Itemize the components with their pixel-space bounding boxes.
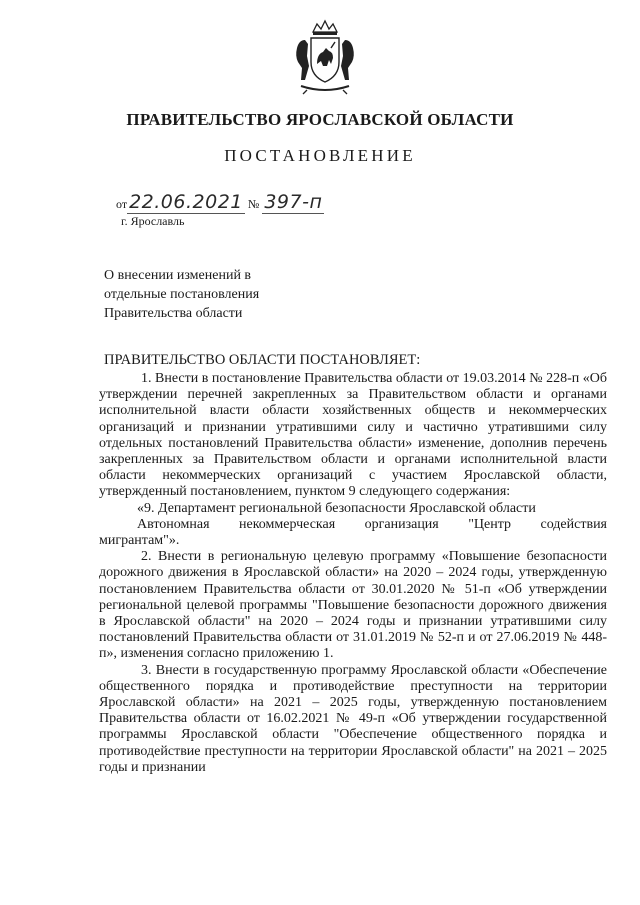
paragraph-1: 1. Внести в постановление Правительства области от 19.03.2014 № 228-п «Об утверждении перечней закрепленных за Правительством области и органами исполнительной власти области хозяйственных обществ и некоммерческих организаций и признании утратившими силу и частично утратившими силу отдельных постановлений Правительства области» изменение, дополнив перечень закрепленных за Правительством области и органами исполнительной власти области некоммерческих организаций с участием Ярославской области, утвержденный постановлением, пунктом 9 следующего содержания: <box>99 371 607 500</box>
number-prefix: № <box>247 197 260 211</box>
date-prefix: от <box>116 197 128 211</box>
paragraph-3: 3. Внести в государственную программу Ярославской области «Обеспечение общественного порядка и противодействие преступности на территории Ярославской области» на 2021 – 2025 годы, утвержденную постановлением Правительства области от 16.02.2021 № 49-п «Об утверждении государственной программы Ярославской области "Обеспечение общественного порядка и противодействие преступности на территории Ярославской области" на 2021 – 2025 годы и признании <box>99 662 607 775</box>
government-title: ПРАВИТЕЛЬСТВО ЯРОСЛАВСКОЙ ОБЛАСТИ <box>126 110 514 129</box>
subject-line: Правительства области <box>104 306 243 321</box>
subject-line: О внесении изменений в <box>104 268 252 283</box>
document-subject <box>104 266 259 323</box>
document-number: 397-п <box>264 191 323 213</box>
document-type: ПОСТАНОВЛЕНИЕ <box>224 146 416 165</box>
city: г. Ярославль <box>121 214 185 228</box>
subject-line: отдельные постановления <box>104 287 260 302</box>
document-date: 22.06.2021 <box>129 191 243 213</box>
coat-of-arms-icon <box>293 18 357 96</box>
paragraph-1-org: Автономная некоммерческая организация "Центр содействия <box>137 516 607 532</box>
paragraph-2: 2. Внести в региональную целевую программу «Повышение безопасности дорожного движения в Ярославской области» на 2020 – 2024 годы, утвержденную постановлением Правительства области от 30.01.2020 № 51-п «Об утверждении региональной целевой программы "Повышение безопасности дорожного движения в Ярославской области" на 2020 – 2024 годы и признании утратившими силу постановлений Правительства области от 31.01.2019 № 52-п и от 27.06.2019 № 448-п», изменения согласно приложению 1. <box>99 549 607 662</box>
decree-heading: ПРАВИТЕЛЬСТВО ОБЛАСТИ ПОСТАНОВЛЯЕТ: <box>104 352 421 368</box>
paragraph-1-org-end: мигрантам"». <box>99 533 180 549</box>
date-number-line <box>116 191 324 213</box>
paragraph-1-quote: «9. Департамент региональной безопасности Ярославской области <box>137 500 536 516</box>
document-body <box>99 371 607 776</box>
